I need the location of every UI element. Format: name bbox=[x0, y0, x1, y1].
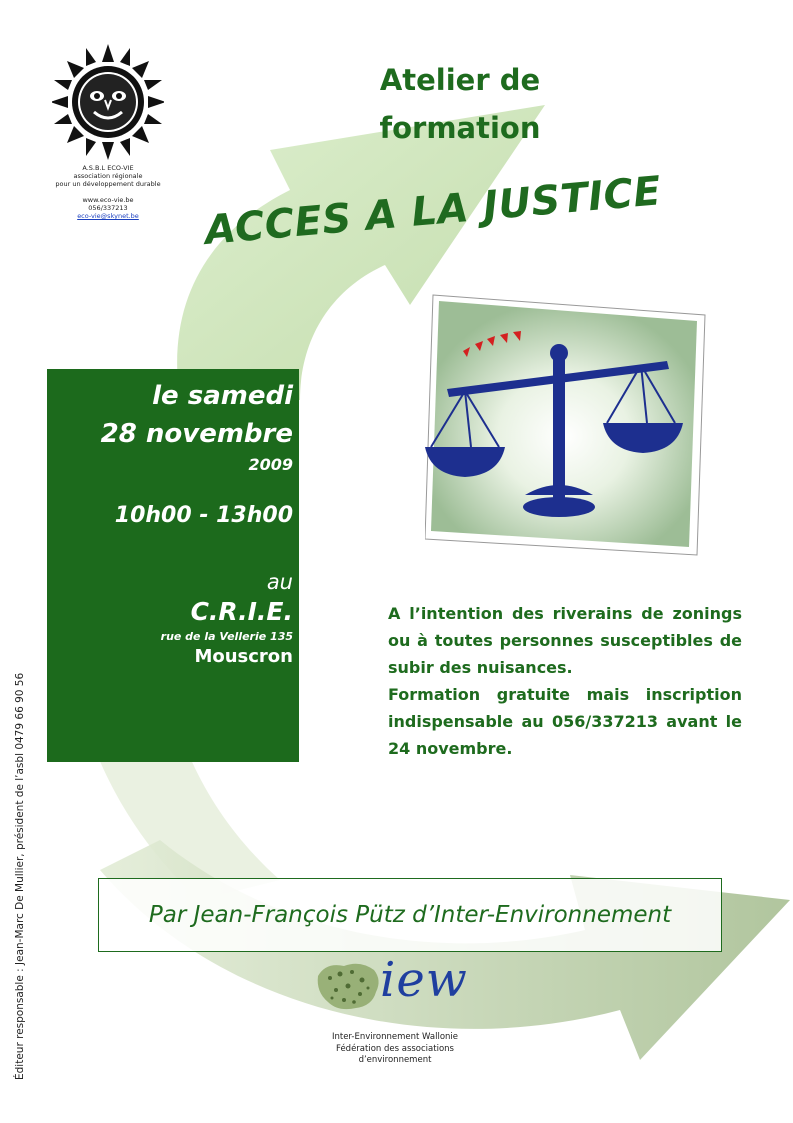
iew-caption bbox=[300, 1032, 490, 1067]
event-day: le samedi bbox=[152, 381, 293, 411]
justice-scale-illustration bbox=[425, 289, 710, 559]
iew-caption-line1: Inter-Environnement Wallonie bbox=[331, 1032, 459, 1042]
iew-caption-line2: Fédération des associations bbox=[336, 1043, 454, 1054]
org-description: association régionale bbox=[73, 172, 143, 180]
event-date: 28 novembre bbox=[100, 419, 293, 449]
speaker-text: Par Jean-François Pütz d’Inter-Environnement bbox=[148, 902, 672, 928]
main-title: ACCES A LA JUSTICE bbox=[202, 168, 664, 254]
iew-logo-text: iew bbox=[380, 952, 468, 1008]
info-paragraph bbox=[388, 600, 742, 762]
iew-caption-line3: d’environnement bbox=[358, 1055, 432, 1065]
event-details-box bbox=[47, 369, 299, 762]
publisher-note: Éditeur responsable : Jean-Marc De Mullier, président de l’asbl 0479 66 90 56 bbox=[14, 672, 26, 1080]
eco-vie-logo-block bbox=[48, 40, 168, 220]
org-phone: 056/337213 bbox=[88, 204, 128, 212]
event-time: 10h00 - 13h00 bbox=[114, 503, 293, 528]
audience-text: A l’intention des riverains de zonings ou à toutes personnes susceptibles de subir des nuisances. bbox=[388, 604, 742, 677]
org-website[interactable]: www.eco-vie.be bbox=[82, 196, 134, 204]
event-at-label: au bbox=[266, 570, 293, 594]
org-tagline: pour un développement durable bbox=[55, 180, 161, 188]
sun-face-logo-icon bbox=[52, 40, 164, 160]
event-venue: C.R.I.E. bbox=[190, 597, 293, 626]
workshop-heading: Atelier de formation bbox=[379, 63, 541, 145]
org-name: A.S.B.L ECO-VIE bbox=[82, 164, 134, 172]
speaker-box bbox=[98, 878, 722, 952]
event-year: 2009 bbox=[248, 455, 293, 474]
event-address: rue de la Vellerie 135 bbox=[160, 630, 293, 643]
org-email-link[interactable]: eco-vie@skynet.be bbox=[77, 212, 139, 220]
event-city: Mouscron bbox=[194, 646, 293, 667]
registration-text: Formation gratuite mais inscription indispensable au 056/337213 avant le 24 novembre. bbox=[388, 685, 742, 758]
